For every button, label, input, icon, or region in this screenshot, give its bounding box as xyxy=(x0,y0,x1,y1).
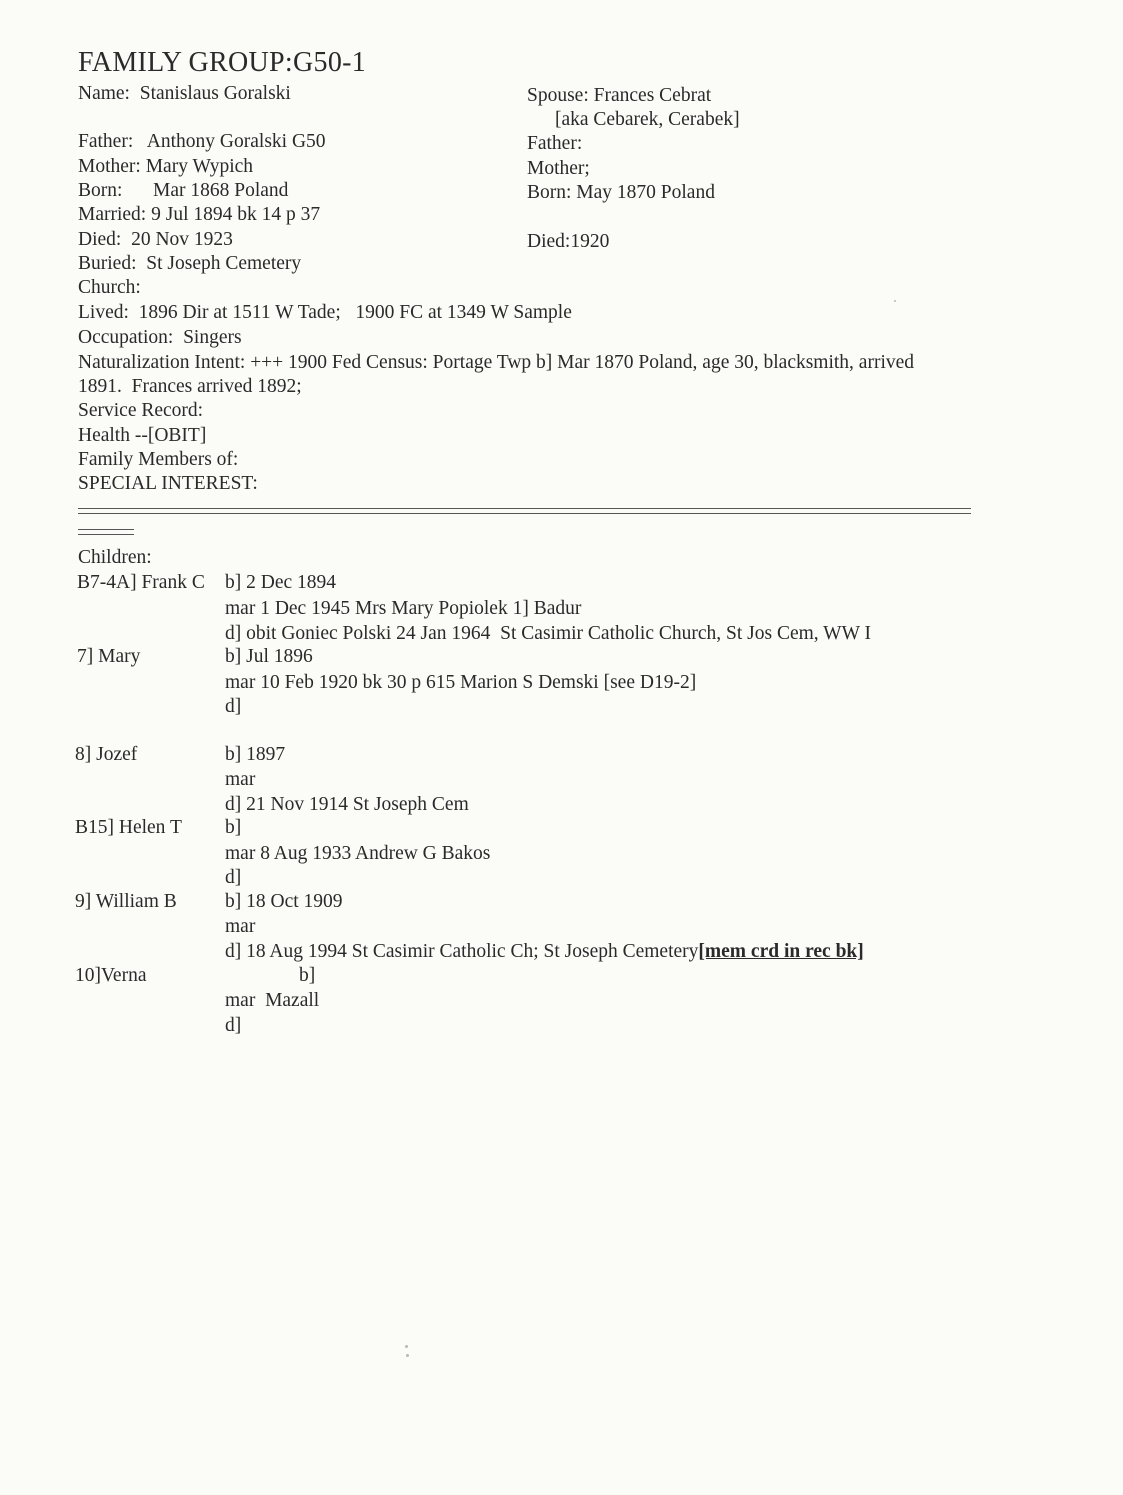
child-born: b] Jul 1896 xyxy=(225,646,313,667)
child-death: d] xyxy=(225,1015,242,1036)
lived-label: Lived: xyxy=(78,302,129,323)
child-id: 8] Jozef xyxy=(75,744,138,765)
buried-value: St Joseph Cemetery xyxy=(146,253,302,274)
child-death: d] 21 Nov 1914 St Joseph Cem xyxy=(225,794,469,815)
child-marriage: mar 8 Aug 1933 Andrew G Bakos xyxy=(225,843,491,864)
child-born: b] xyxy=(299,965,316,986)
divider-rule-tail xyxy=(78,529,134,535)
child-marriage: mar xyxy=(225,769,256,790)
father-value: Anthony Goralski G50 xyxy=(146,131,326,152)
page-title: FAMILY GROUP:G50-1 xyxy=(78,47,367,78)
child-death: d] xyxy=(225,867,242,888)
spouse-value: Frances Cebrat xyxy=(593,85,712,106)
child-marriage: mar 1 Dec 1945 Mrs Mary Popiolek 1] Badur xyxy=(225,598,582,619)
spouse-died-label: Died: xyxy=(527,231,571,252)
married-row xyxy=(78,203,320,227)
naturalization-label: Naturalization Intent: xyxy=(78,352,246,373)
scan-speck xyxy=(405,1345,408,1348)
mother-row xyxy=(78,155,253,179)
mother-label: Mother: xyxy=(78,156,141,177)
child-id: B15] Helen T xyxy=(75,817,182,838)
lived-row xyxy=(78,301,572,325)
child-born: b] 1897 xyxy=(225,744,286,765)
naturalization-row xyxy=(78,351,914,375)
family-members-label: Family Members of: xyxy=(78,449,239,470)
scan-speck xyxy=(894,300,896,302)
spouse-born-row xyxy=(527,181,715,205)
buried-row xyxy=(78,252,301,276)
child-id: 10]Verna xyxy=(75,965,147,986)
died-row xyxy=(78,228,233,252)
child-marriage: mar xyxy=(225,916,256,937)
spouse-aka: [aka Cebarek, Cerabek] xyxy=(555,109,740,130)
name-label: Name: xyxy=(78,83,130,104)
divider-rule xyxy=(78,508,971,514)
spouse-born-label: Born: xyxy=(527,182,572,203)
born-label: Born: xyxy=(78,180,123,201)
special-interest-label: SPECIAL INTEREST: xyxy=(78,473,258,494)
spouse-row xyxy=(527,84,711,108)
buried-label: Buried: xyxy=(78,253,137,274)
spouse-died-row xyxy=(527,230,609,254)
died-label: Died: xyxy=(78,229,122,250)
father-label: Father: xyxy=(78,131,134,152)
father-row xyxy=(78,130,326,154)
child-id: 9] William B xyxy=(75,891,177,912)
child-death-row xyxy=(225,940,864,964)
child-death: d] obit Goniec Polski 24 Jan 1964 St Casimir Catholic Church, St Jos Cem, WW I xyxy=(225,623,872,644)
children-heading: Children: xyxy=(78,547,152,568)
married-label: Married: xyxy=(78,204,147,225)
spouse-mother-label: Mother; xyxy=(527,158,590,179)
lived-value: 1896 Dir at 1511 W Tade; 1900 FC at 1349 W Sample xyxy=(138,302,572,323)
married-value: 9 Jul 1894 bk 14 p 37 xyxy=(151,204,321,225)
child-born: b] 18 Oct 1909 xyxy=(225,891,343,912)
mother-value: Mary Wypich xyxy=(145,156,254,177)
born-value: Mar 1868 Poland xyxy=(153,180,289,201)
service-record-label: Service Record: xyxy=(78,400,204,421)
child-id: 7] Mary xyxy=(77,646,141,667)
child-id: B7-4A] Frank C xyxy=(77,572,205,593)
died-value: 20 Nov 1923 xyxy=(131,229,233,250)
child-marriage: mar 10 Feb 1920 bk 30 p 615 Marion S Demski [see D19-2] xyxy=(225,672,697,693)
spouse-born-value: May 1870 Poland xyxy=(576,182,715,203)
child-marriage: mar Mazall xyxy=(225,990,320,1011)
name-row xyxy=(78,82,291,106)
occupation-value: Singers xyxy=(183,327,242,348)
occupation-row xyxy=(78,326,242,350)
spouse-label: Spouse: xyxy=(527,85,589,106)
child-born: b] xyxy=(225,817,242,838)
memorial-card-note: [mem crd in rec bk] xyxy=(698,941,864,962)
child-death: d] xyxy=(225,696,242,717)
occupation-label: Occupation: xyxy=(78,327,174,348)
spouse-father-label: Father: xyxy=(527,133,583,154)
health-label: Health --[OBIT] xyxy=(78,425,207,446)
child-death: d] 18 Aug 1994 St Casimir Catholic Ch; St Joseph Cemetery xyxy=(225,941,699,962)
child-born: b] 2 Dec 1894 xyxy=(225,572,337,593)
born-row xyxy=(78,179,122,203)
naturalization-text-line2: 1891. Frances arrived 1892; xyxy=(78,376,302,397)
naturalization-text-line1: +++ 1900 Fed Census: Portage Twp b] Mar 1870 Poland, age 30, blacksmith, arrived xyxy=(250,352,915,373)
spouse-died-value: 1920 xyxy=(570,231,610,252)
scan-speck xyxy=(406,1354,409,1357)
church-label: Church: xyxy=(78,277,141,298)
name-value: Stanislaus Goralski xyxy=(139,83,291,104)
